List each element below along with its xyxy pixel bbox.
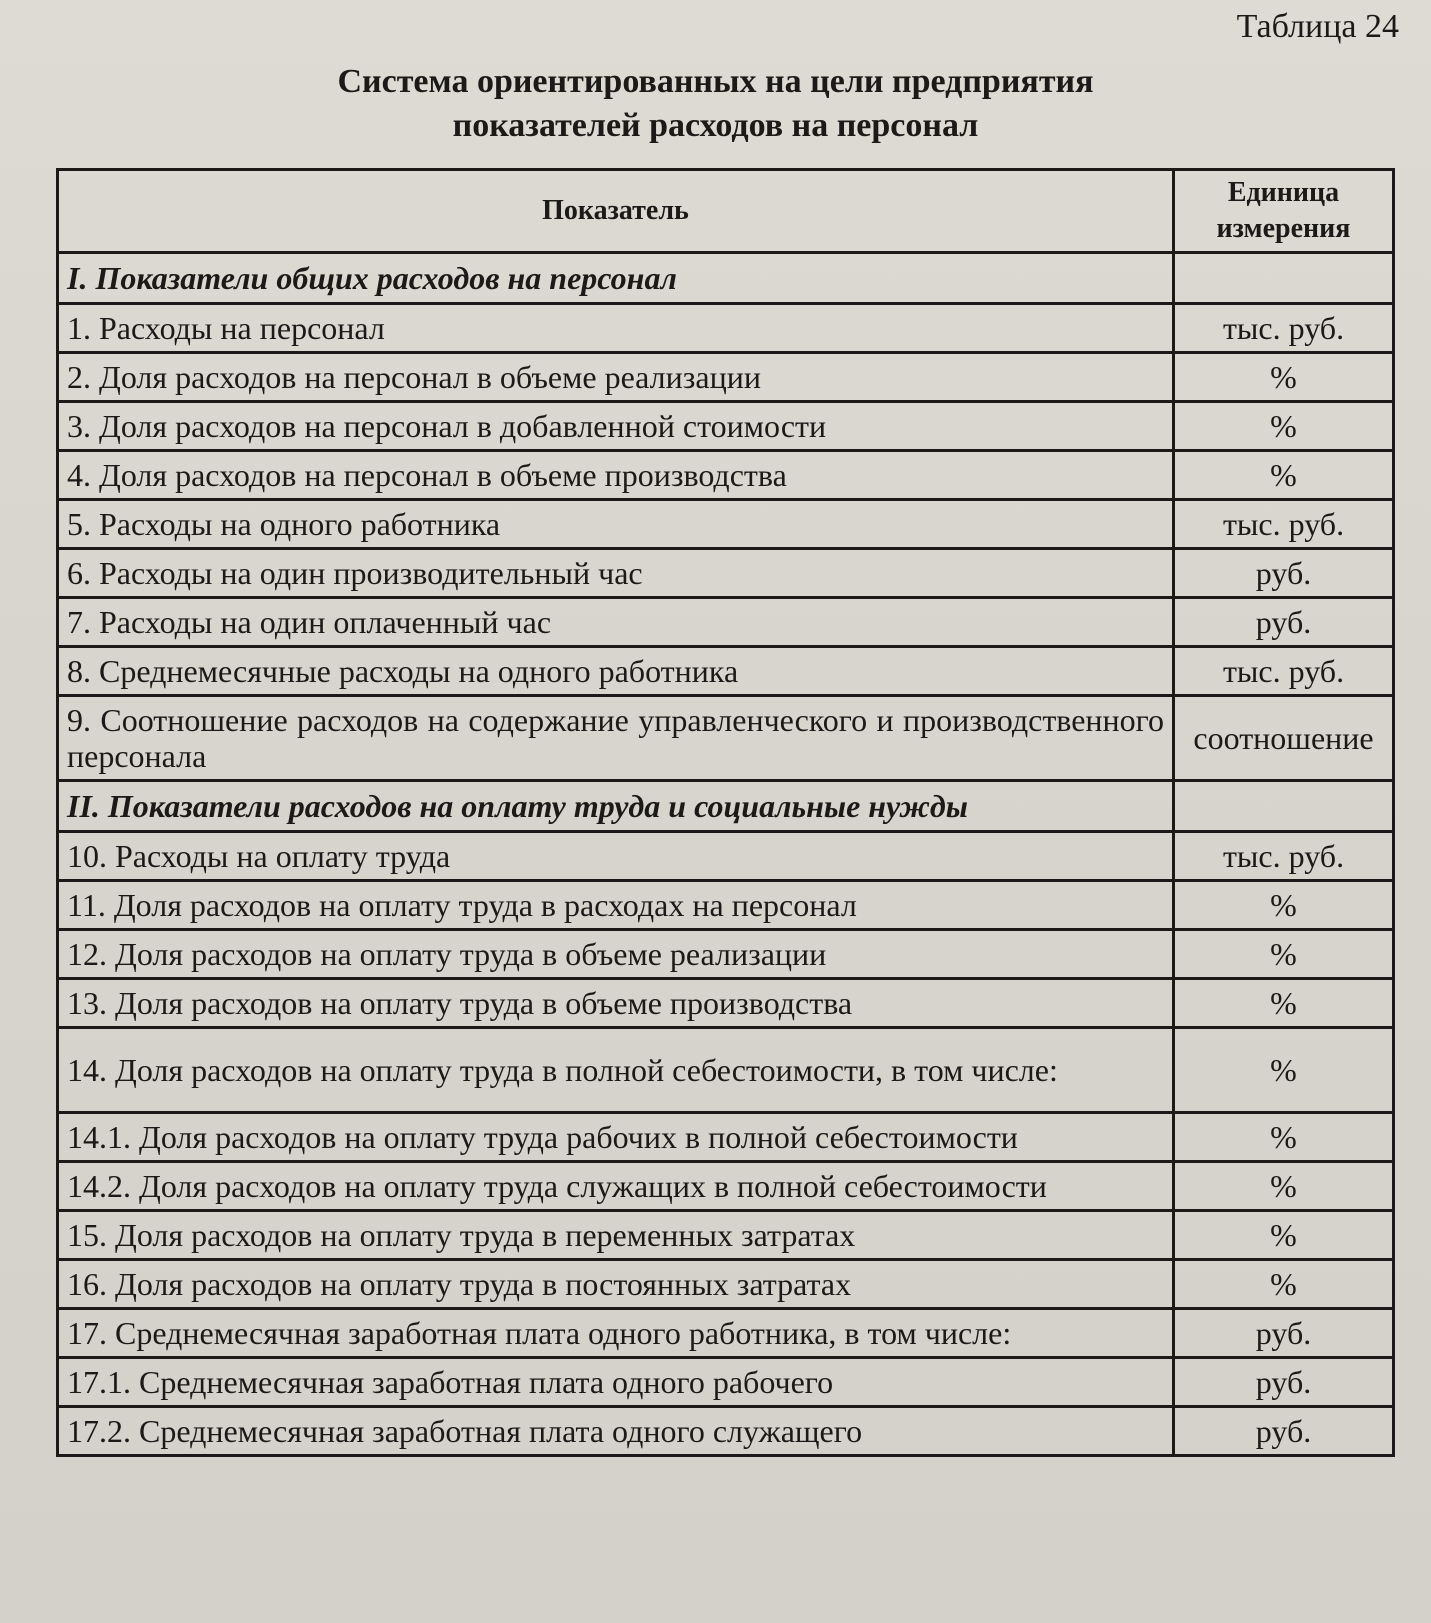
row-label: 17.1. Среднемесячная заработная плата одного рабочего	[58, 1358, 1174, 1407]
table-row	[58, 1211, 1394, 1260]
row-unit: руб.	[1174, 549, 1394, 598]
row-unit: тыс. руб.	[1174, 500, 1394, 549]
row-unit: %	[1174, 1028, 1394, 1113]
row-label: 17.2. Среднемесячная заработная плата одного служащего	[58, 1407, 1174, 1456]
table-row	[58, 1407, 1394, 1456]
row-unit: руб.	[1174, 1358, 1394, 1407]
section-2-title: II. Показатели расходов на оплату труда и социальные нужды	[58, 781, 1174, 832]
row-label: 14.1. Доля расходов на оплату труда рабочих в полной себестоимости	[58, 1113, 1174, 1162]
row-unit: тыс. руб.	[1174, 304, 1394, 353]
row-unit: соотношение	[1174, 696, 1394, 781]
table-row	[58, 304, 1394, 353]
row-label: 15. Доля расходов на оплату труда в переменных затратах	[58, 1211, 1174, 1260]
section-row	[58, 253, 1394, 304]
row-label: 11. Доля расходов на оплату труда в расходах на персонал	[58, 881, 1174, 930]
row-unit: %	[1174, 1162, 1394, 1211]
table-row	[58, 598, 1394, 647]
header-unit-line-2: измерения	[1216, 213, 1351, 244]
header-unit	[1174, 170, 1394, 253]
row-label: 9. Соотношение расходов на содержание управленческого и производственного персонала	[58, 696, 1174, 781]
title-line-2: показателей расходов на персонал	[452, 107, 979, 144]
row-label: 6. Расходы на один производительный час	[58, 549, 1174, 598]
indicators-table	[56, 168, 1395, 1457]
section-2-empty	[1174, 781, 1394, 832]
table-row	[58, 1113, 1394, 1162]
table-number: Таблица 24	[1236, 8, 1399, 45]
section-row	[58, 781, 1394, 832]
table-row	[58, 696, 1394, 781]
row-label: 5. Расходы на одного работника	[58, 500, 1174, 549]
header-indicator: Показатель	[58, 170, 1174, 253]
row-label: 8. Среднемесячные расходы на одного работника	[58, 647, 1174, 696]
table-row	[58, 402, 1394, 451]
table-row	[58, 1162, 1394, 1211]
table-row	[58, 832, 1394, 881]
table-row	[58, 647, 1394, 696]
table-row	[58, 353, 1394, 402]
table-row	[58, 451, 1394, 500]
section-1-empty	[1174, 253, 1394, 304]
row-label: 13. Доля расходов на оплату труда в объеме производства	[58, 979, 1174, 1028]
table-title	[0, 60, 1431, 148]
header-unit-line-1: Единица	[1227, 177, 1340, 208]
row-unit: %	[1174, 451, 1394, 500]
row-unit: %	[1174, 1113, 1394, 1162]
row-unit: %	[1174, 930, 1394, 979]
header-row	[58, 170, 1394, 253]
row-unit: %	[1174, 1211, 1394, 1260]
row-unit: %	[1174, 402, 1394, 451]
table-row	[58, 549, 1394, 598]
section-1-title: I. Показатели общих расходов на персонал	[58, 253, 1174, 304]
table-row	[58, 500, 1394, 549]
table-row	[58, 881, 1394, 930]
row-label: 3. Доля расходов на персонал в добавленной стоимости	[58, 402, 1174, 451]
row-label: 2. Доля расходов на персонал в объеме реализации	[58, 353, 1174, 402]
row-label: 4. Доля расходов на персонал в объеме производства	[58, 451, 1174, 500]
row-label: 14. Доля расходов на оплату труда в полной себестоимости, в том числе:	[58, 1028, 1174, 1113]
row-unit: %	[1174, 979, 1394, 1028]
row-label: 14.2. Доля расходов на оплату труда служащих в полной себестоимости	[58, 1162, 1174, 1211]
table-row	[58, 1309, 1394, 1358]
row-unit: %	[1174, 353, 1394, 402]
row-label: 7. Расходы на один оплаченный час	[58, 598, 1174, 647]
table-row	[58, 930, 1394, 979]
title-line-1: Система ориентированных на цели предприятия	[337, 63, 1094, 100]
row-label: 10. Расходы на оплату труда	[58, 832, 1174, 881]
table-row	[58, 1260, 1394, 1309]
table-row	[58, 1358, 1394, 1407]
row-unit: тыс. руб.	[1174, 832, 1394, 881]
row-unit: руб.	[1174, 598, 1394, 647]
row-label: 1. Расходы на персонал	[58, 304, 1174, 353]
row-unit: руб.	[1174, 1309, 1394, 1358]
table-row	[58, 1028, 1394, 1113]
row-unit: тыс. руб.	[1174, 647, 1394, 696]
row-unit: %	[1174, 1260, 1394, 1309]
row-label: 16. Доля расходов на оплату труда в постоянных затратах	[58, 1260, 1174, 1309]
row-unit: %	[1174, 881, 1394, 930]
table-row	[58, 979, 1394, 1028]
row-unit: руб.	[1174, 1407, 1394, 1456]
row-label: 17. Среднемесячная заработная плата одного работника, в том числе:	[58, 1309, 1174, 1358]
row-label: 12. Доля расходов на оплату труда в объеме реализации	[58, 930, 1174, 979]
